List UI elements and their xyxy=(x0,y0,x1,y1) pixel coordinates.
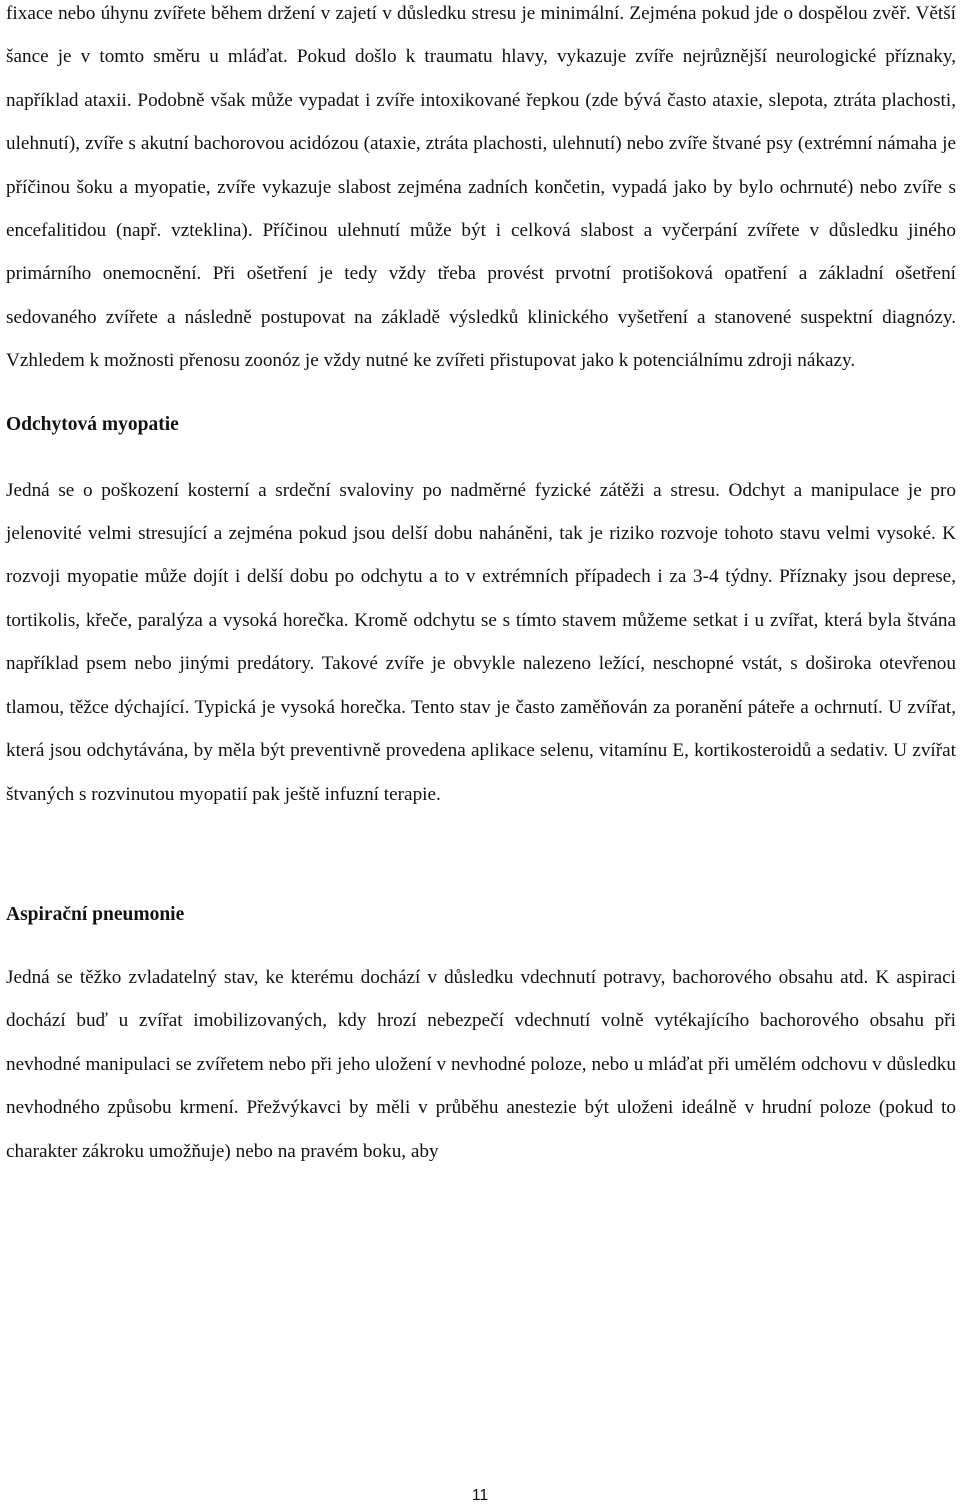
body-paragraph: Jedná se těžko zvladatelný stav, ke kterému dochází v důsledku vdechnutí potravy, bachorového obsahu atd. K aspiraci dochází buď u zvířat imobilizovaných, kdy hrozí nebezpečí vdechnutí volně vytékajícího bachorového obsahu při nevhodné manipulaci se zvířetem nebo při jeho uložení v nevhodné poloze, nebo u mláďat při umělém odchovu v důsledku nevhodného způsobu krmení. Přežvýkavci by měli v průběhu anestezie být uloženi ideálně v hrudní poloze (pokud to charakter zákroku umožňuje) nebo na pravém boku, aby xyxy=(6,966,956,1162)
section-heading: Odchytová myopatie xyxy=(6,413,179,435)
body-paragraph: Jedná se o poškození kosterní a srdeční svaloviny po nadměrné fyzické zátěži a stresu. Odchyt a manipulace je pro jelenovité velmi stresující a zejména pokud jsou delší dobu naháněni, tak je riziko rozvoje tohoto stavu velmi vysoké. K rozvoji myopatie může dojít i delší dobu po odchytu a to v extrémních případech i za 3-4 týdny. Příznaky jsou deprese, tortikolis, křeče, paralýza a vysoká horečka. Kromě odchytu se s tímto stavem můžeme setkat i u zvířat, která byla štvána například psem nebo jinými predátory. Takové zvíře je obvykle nalezeno ležící, neschopné vstát, s doširoka otevřenou tlamou, těžce dýchající. Typická je vysoká horečka. Tento stav je často zaměňován za poranění páteře a ochrnutí. U zvířat, která jsou odchytávána, by měla být preventivně provedena aplikace selenu, vitamínu E, kortikosteroidů a sedativ. U zvířat štvaných s rozvinutou myopatií pak ještě infuzní terapie. xyxy=(6,479,956,805)
page-number: 11 xyxy=(471,1487,489,1504)
document-page xyxy=(6,0,956,1173)
body-paragraph: fixace nebo úhynu zvířete během držení v zajetí v důsledku stresu je minimální. Zejména pokud jde o dospělou zvěř. Větší šance je v tomto směru u mláďat. Pokud došlo k traumatu hlavy, vykazuje zvíře nejrůznější neurologické příznaky, například ataxii. Podobně však může vypadat i zvíře intoxikované řepkou (zde bývá často ataxie, slepota, ztráta plachosti, ulehnutí), zvíře s akutní bachorovou acidózou (ataxie, ztráta plachosti, ulehnutí) nebo zvíře štvané psy (extrémní námaha je příčinou šoku a myopatie, zvíře vykazuje slabost zejména zadních končetin, vypadá jako by bylo ochrnuté) nebo zvíře s encefalitidou (např. vzteklina). Příčinou ulehnutí může být i celková slabost a vyčerpání zvířete v důsledku jiného primárního onemocnění. Při ošetření je tedy vždy třeba provést prvotní protišoková opatření a základní ošetření sedovaného zvířete a následně postupovat na základě výsledků klinického vyšetření a stanovené suspektní diagnózy. Vzhledem k možnosti přenosu zoonóz je vždy nutné ke zvířeti přistupovat jako k potenciálnímu zdroji nákazy. xyxy=(6,3,956,372)
section-heading: Aspirační pneumonie xyxy=(6,903,185,925)
